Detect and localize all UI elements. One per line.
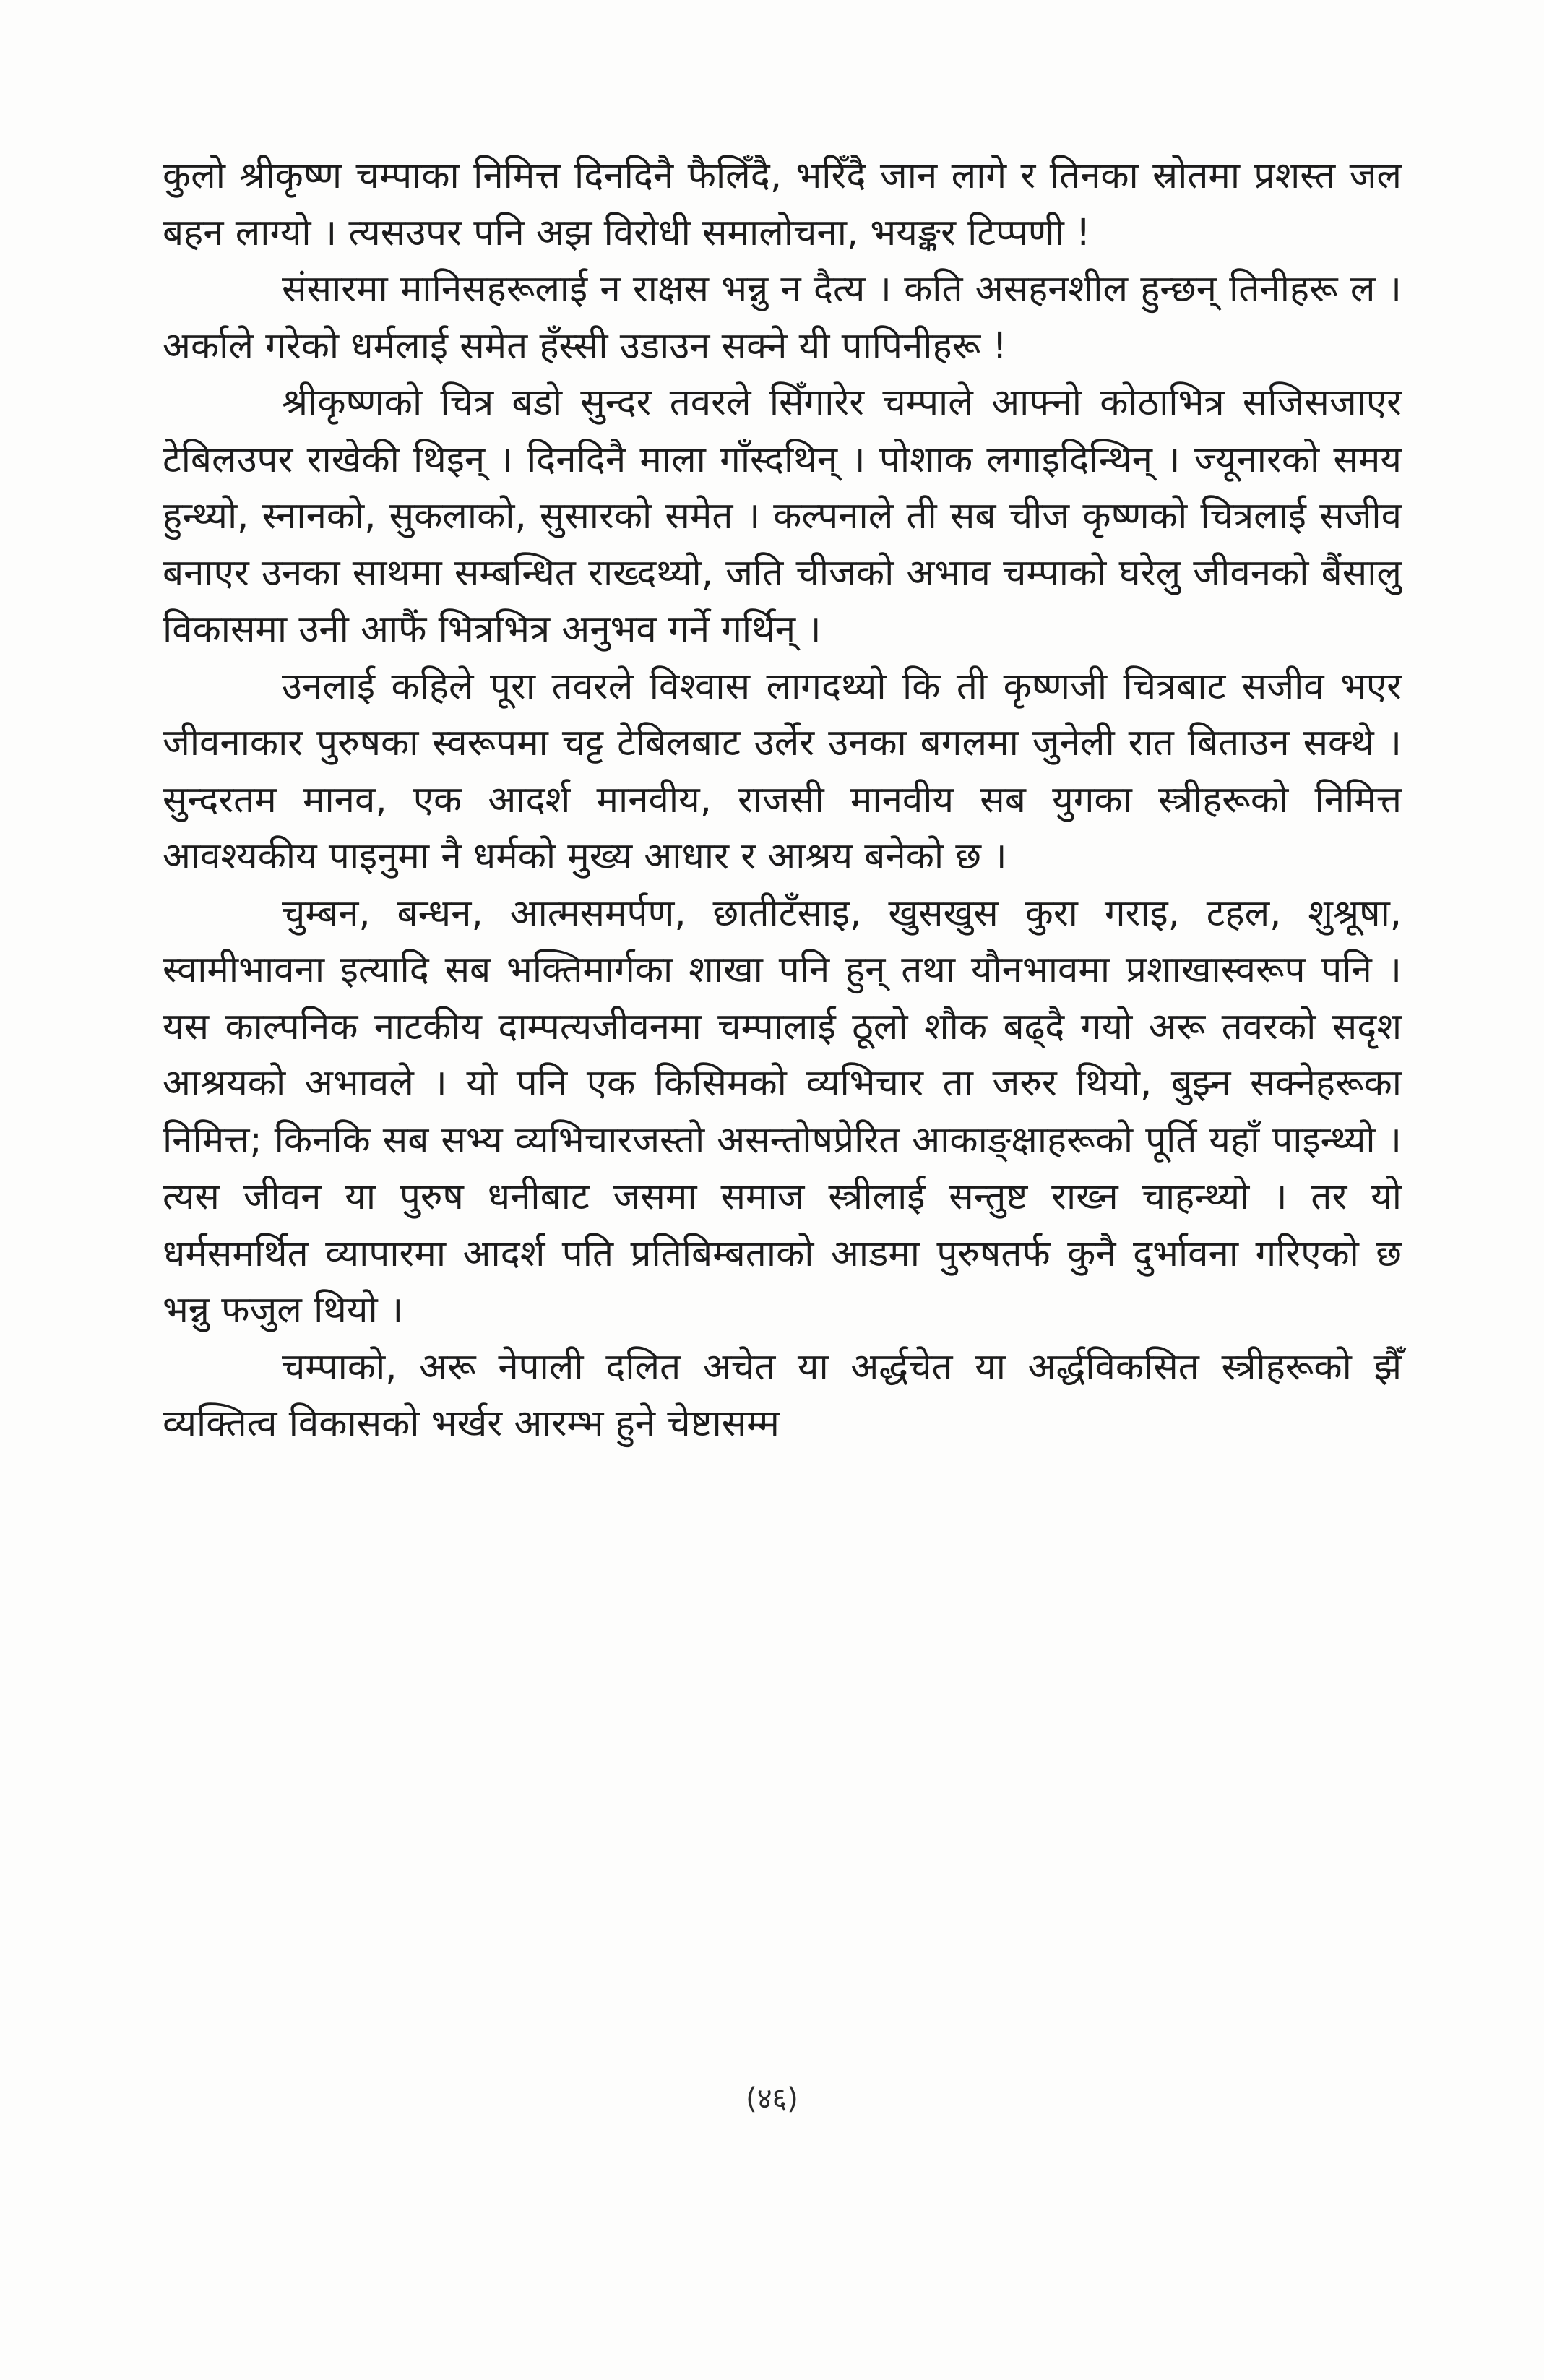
paragraph-2: संसारमा मानिसहरूलाई न राक्षस भन्नु न दैत्य । कति असहनशील हुन्छन् तिनीहरू ल । अर्काले गरेको धर्मलाई समेत हँस्सी उडाउन सक्ने यी पापिनीहरू ! (163, 268, 1402, 368)
paragraph-5: चुम्बन, बन्धन, आत्मसमर्पण, छातीटँसाइ, खुसखुस कुरा गराइ, टहल, शुश्रूषा, स्वामीभावना इत्यादि सब भक्तिमार्गका शाखा पनि हुन् तथा यौनभावमा प्रशाखास्वरूप पनि । यस काल्पनिक नाटकीय दाम्पत्यजीवनमा चम्पालाई ठूलो शौक बढ्दै गयो अरू तवरको सदृश आश्रयको अभावले । यो पनि एक किसिमको व्यभिचार ता जरुर थियो, बुझ्न सक्नेहरूका निमित्त; किनकि सब सभ्य व्यभिचारजस्तो असन्तोषप्रेरित आकाङ्क्षाहरूको पूर्ति यहाँ पाइन्थ्यो । त्यस जीवन या पुरुष धनीबाट जसमा समाज स्त्रीलाई सन्तुष्ट राख्न चाहन्थ्यो । तर यो धर्मसमर्थित व्यापारमा आदर्श पति प्रतिबिम्बताको आडमा पुरुषतर्फ कुनै दुर्भावना गरिएको छ भन्नु फजुल थियो । (163, 892, 1402, 1332)
paragraph-3: श्रीकृष्णको चित्र बडो सुन्दर तवरले सिँगारेर चम्पाले आफ्नो कोठाभित्र सजिसजाएर टेबिलउपर राखेकी थिइन् । दिनदिनै माला गाँस्दथिन् । पोशाक लगाइदिन्थिन् । ज्यूनारको समय हुन्थ्यो, स्नानको, सुकलाको, सुसारको समेत । कल्पनाले ती सब चीज कृष्णको चित्रलाई सजीव बनाएर उनका साथमा सम्बन्धित राख्दथ्यो, जति चीजको अभाव चम्पाको घरेलु जीवनको बैंसालु विकासमा उनी आफैं भित्रभित्र अनुभव गर्ने गर्थिन् । (163, 381, 1402, 651)
paragraph-1: कुलो श्रीकृष्ण चम्पाका निमित्त दिनदिनै फैलिँदै, भरिँदै जान लागे र तिनका स्रोतमा प्रशस्त जल बहन लाग्यो । त्यसउपर पनि अझ विरोधी समालोचना, भयङ्कर टिप्पणी ! (163, 155, 1402, 254)
paragraph-6: चम्पाको, अरू नेपाली दलित अचेत या अर्द्धचेत या अर्द्धविकसित स्त्रीहरूको झैँ व्यक्तित्व विकासको भर्खर आरम्भ हुने चेष्टासम्म (163, 1345, 1402, 1445)
paragraph-4: उनलाई कहिले पूरा तवरले विश्वास लागदथ्यो कि ती कृष्णजी चित्रबाट सजीव भएर जीवनाकार पुरुषका स्वरूपमा चट्ट टेबिलबाट उर्लेर उनका बगलमा जुनेली रात बिताउन सक्थे । सुन्दरतम मानव, एक आदर्श मानवीय, राजसी मानवीय सब युगका स्त्रीहरूको निमित्त आवश्यकीय पाइनुमा नै धर्मको मुख्य आधार र आश्रय बनेको छ । (163, 665, 1402, 878)
page-number: (४६) (746, 2082, 798, 2116)
body-text (163, 148, 1402, 1453)
